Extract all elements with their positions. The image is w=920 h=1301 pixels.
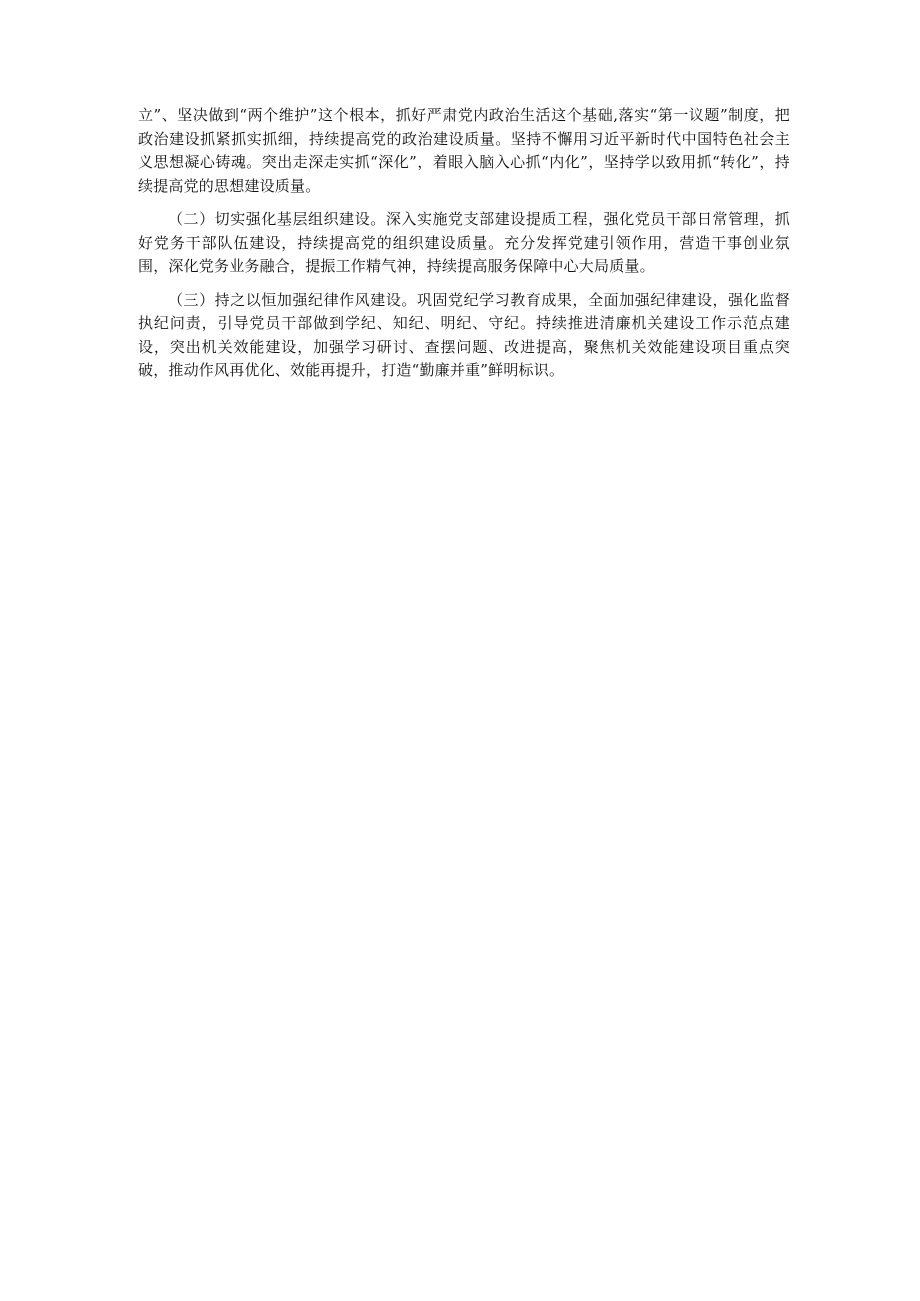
document-page	[138, 104, 790, 393]
paragraph-organization-construction: （二）切实强化基层组织建设。深入实施党支部建设提质工程，强化党员干部日常管理，抓好党务干部队伍建设，持续提高党的组织建设质量。充分发挥党建引领作用，营造干事创业氛围，深化党务业务融合，提振工作精气神，持续提高服务保障中心大局质量。	[138, 210, 790, 275]
paragraph-political-construction: 立”、坚决做到“两个维护”这个根本，抓好严肃党内政治生活这个基础,落实“第一议题”制度，把政治建设抓紧抓实抓细，持续提高党的政治建设质量。坚持不懈用习近平新时代中国特色社会主义思想凝心铸魂。突出走深走实抓“深化”，着眼入脑入心抓“内化”，坚持学以致用抓“转化”，持续提高党的思想建设质量。	[138, 106, 790, 195]
paragraph-discipline-construction: （三）持之以恒加强纪律作风建设。巩固党纪学习教育成果，全面加强纪律建设，强化监督执纪问责，引导党员干部做到学纪、知纪、明纪、守纪。持续推进清廉机关建设工作示范点建设，突出机关效能建设，加强学习研讨、查摆问题、改进提高，聚焦机关效能建设项目重点突破，推动作风再优化、效能再提升，打造“勤廉并重”鲜明标识。	[138, 290, 790, 379]
